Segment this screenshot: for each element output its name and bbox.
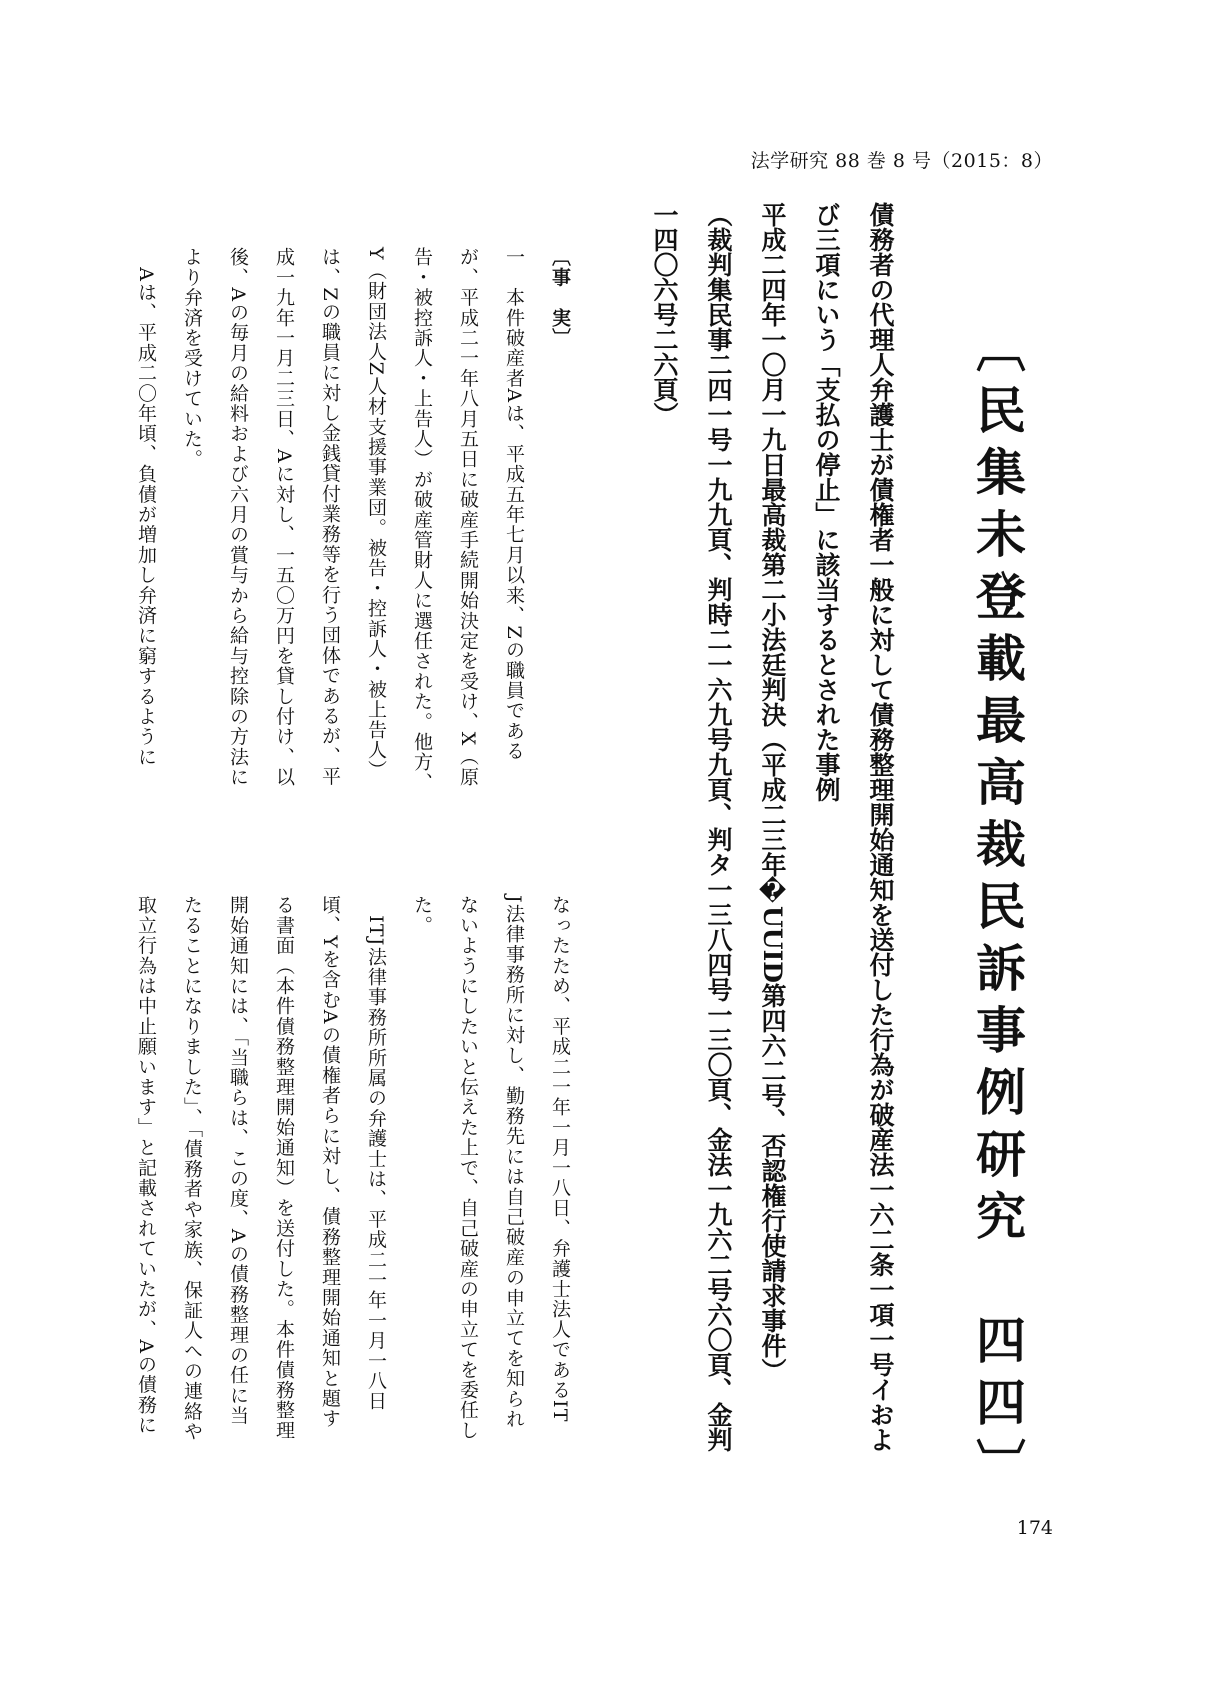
headnote-line: 平成二四年一〇月一九日最高裁第二小法廷判決（平成二三年�UUID第四六二号、否認権行使請求事件） — [758, 202, 787, 1383]
body-line: ないようにしたいと伝えた上で、自己破産の申立てを委任し — [457, 895, 479, 1441]
journal-header: 法学研究 88 巻 8 号（2015：8） — [750, 150, 1053, 172]
body-line: 取立行為は中止願います」と記載されていたが、Aの債務に — [135, 895, 157, 1436]
body-line: 一 本件破産者Aは、平成五年七月以来、Zの職員である — [503, 247, 525, 762]
body-line: Y（財団法人Z人材支援事業団。被告・控訴人・被上告人） — [365, 247, 387, 781]
body-line: 成一九年一月二三日、Aに対し、一五〇万円を貸し付け、以 — [273, 247, 295, 788]
body-line: が、平成二一年八月五日に破産手続開始決定を受け、X（原 — [457, 247, 479, 787]
body-line: ITJ法律事務所所属の弁護士は、平成二一年一月一八日 — [365, 895, 387, 1412]
body-line: Aは、平成二〇年頃、負債が増加し弁済に窮するように — [135, 247, 157, 767]
case-headnote — [637, 202, 907, 1462]
body-line: る書面（本件債務整理開始通知）を送付した。本件債務整理 — [273, 895, 295, 1441]
article-title: 〔民集未登載最高裁民訴事例研究 四四〕 — [968, 322, 1027, 1500]
body-line: 開始通知には、「当職らは、この度、Aの債務整理の任に当 — [227, 895, 249, 1426]
body-line: 頃、Yを含むAの債権者らに対し、債務整理開始通知と題す — [319, 895, 341, 1429]
headnote-line: 一四〇六号二六頁） — [650, 202, 679, 427]
page-number: 174 — [1016, 1517, 1053, 1539]
facts-column-bottom — [135, 895, 583, 1495]
body-line: なったため、平成二一年一月一八日、弁護士法人であるIT — [549, 895, 571, 1423]
facts-column-top — [135, 247, 583, 837]
body-line: より弁済を受けていた。 — [181, 247, 203, 470]
body-line: J法律事務所に対し、勤務先には自己破産の申立てを知られ — [503, 895, 525, 1430]
body-line: た。 — [411, 895, 433, 936]
body-line: たることになりました」、「債務者や家族、保証人への連絡や — [181, 895, 203, 1442]
headnote-line: 債務者の代理人弁護士が債権者一般に対して債務整理開始通知を送付した行為が破産法一六二条一項一号イおよ — [866, 202, 895, 1452]
body-line: 後、Aの毎月の給料および六月の賞与から給与控除の方法に — [227, 247, 249, 788]
body-line: 告・被控訴人・上告人）が破産管財人に選任された。他方、 — [411, 247, 433, 793]
headnote-line: （裁判集民事二四一号一九九頁、判時二一六九号九頁、判タ一三八四号一三〇頁、金法一九六二号六〇頁、金判 — [704, 202, 733, 1452]
section-heading: 〔事 実〕 — [549, 247, 571, 348]
headnote-line: び三項にいう「支払の停止」に該当するとされた事例 — [812, 202, 841, 802]
body-line: は、Zの職員に対し金銭貸付業務等を行う団体であるが、平 — [319, 247, 341, 787]
